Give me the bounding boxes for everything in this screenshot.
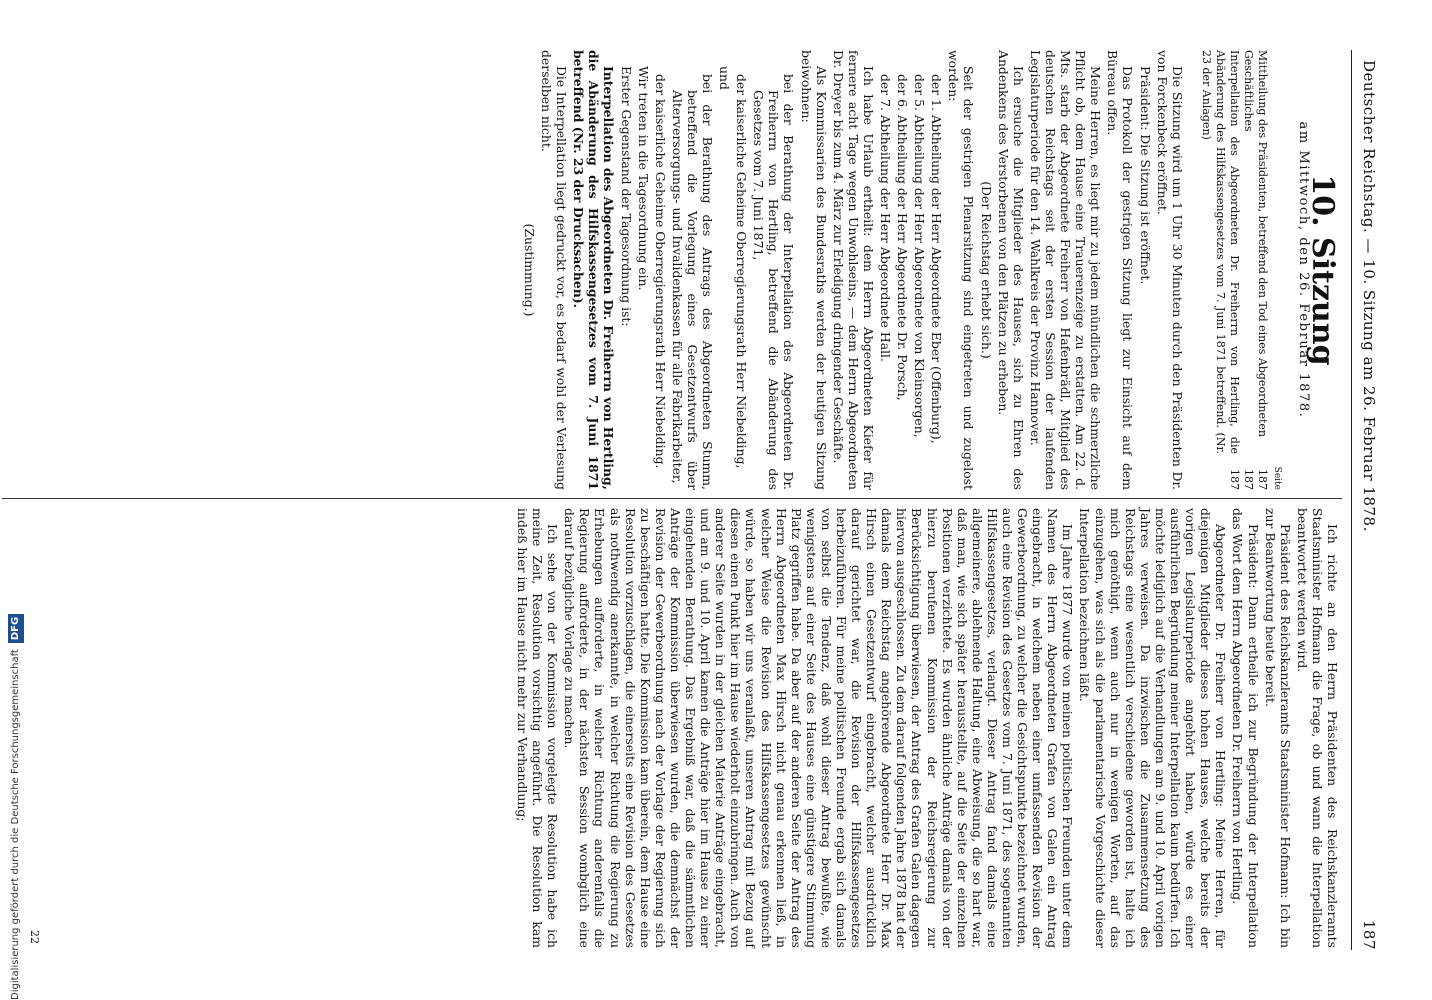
paragraph: der 7. Abtheilung der Herr Abgeordnete Hall. <box>878 74 894 362</box>
header-rule <box>1351 50 1352 950</box>
paragraph: Wir treten in die Tagesordnung ein. <box>635 66 651 291</box>
paragraph: Präsident des Reichskanzleramts Staatsminister Hofmann: Ich bin zur Beantwortung heute bereit. <box>1262 508 1293 948</box>
paragraph: Ich habe Urlaub ertheilt: dem Herrn Abgeordneten Kiefer für fernere acht Tage wegen Unwohlseins, — dem Herrn Abgeordneten Dr. Dreyer bis zum 4. März zur Erledigung dringender Geschäfte. <box>830 50 876 490</box>
toc-entry-text: Geschäftliches <box>1241 50 1255 132</box>
paragraph: Ich richte an den Herrn Präsidenten des Reichskanzleramts Staatsminister Hofmann die Frage, ob und wann die Interpellation beantwortet werden wird. <box>1294 508 1340 948</box>
dfg-logo: DFG <box>8 614 24 643</box>
toc-entry-text: Interpellation des Abgeordneten Dr. Freiherrn von Hertling, die Abänderung des Hilfskassengesetzes vom 7. Juni 1871 betreffend. (Nr. 23 der Anlagen) <box>1199 50 1241 454</box>
right-column <box>513 508 1340 948</box>
paragraph: Abgeordneter Dr. Freiherr von Hertling: Meine Herren, für diejenigen Mitglieder dieses hohen Hauses, welche bereits der vorigen Legislaturperiode angehört haben, würde es einer ausführlichen Begründung meiner Interpellation kaum bedürfen. Ich möchte lediglich auf die Verhandlungen am 9. und 10. April vorigen Jahres verweisen. Da inzwischen die Zusammensetzung des Reichstags eine wesentlich verschiedene geworden ist, halte ich mich genöthigt, wenn auch nur in wenigen Worten, auf das einzugehen, was sich als die parlamentarische Vorgeschichte dieser Interpellation bezeichnen läßt. <box>1077 508 1229 948</box>
paragraph: Meine Herren, es liegt mir zu jedem mündlichen die schmerzliche Pflicht ob, dem Hause eine Trauerenzeige zu erstatten. Am 22. d. Mts. starb der Abgeordnete Freiherr von Hafenbrädl, Mitglied des deutschen Reichstags seit der ersten Session der laufenden Legislaturperiode für den 14. Wahlkreis der Provinz Hannover. <box>1027 50 1104 490</box>
paragraph: der 6. Abtheilung der Herr Abgeordnete Dr. Porsch, <box>895 74 911 401</box>
toc-entry-page: 187 <box>1255 469 1269 490</box>
left-column <box>520 50 1340 490</box>
paragraph: und <box>717 66 733 90</box>
paragraph: der 1. Abtheilung der Herr Abgeordnete Eber (Offenburg), <box>929 74 945 444</box>
paragraph: bei der Berathung des Antrags des Abgeordneten Stumm, betreffend die Vorlegung eines Gesetzentwurfs über Alterversorgungs- und Invalidenkassen für alle Fabrikarbeiter, <box>669 74 715 490</box>
running-head <box>1360 60 1378 950</box>
paragraph: Interpellation des Abgeordneten Dr. Freiherrn von Hertling, die Abänderung des Hilfskassengesetzes vom 7. Juni 1871 betreffend (Nr. 23 der Drucksachen). <box>571 50 617 490</box>
paragraph: Als Kommissarien des Bundesraths werden der heutigen Sitzung beiwohnen: <box>798 50 829 490</box>
column-divider <box>2 498 1342 499</box>
paragraph: Die Sitzung wird um 1 Uhr 30 Minuten durch den Präsidenten Dr. von Forckenbeck eröffnet. <box>1154 50 1185 490</box>
paragraph: der kaiserliche Geheime Oberregierungsrath Herr Niebelding. <box>652 74 668 469</box>
paragraph: Die Interpellation liegt gedruckt vor, es bedarf wohl der Verlesung derselben nicht. <box>539 50 570 490</box>
paragraph: (Der Reichstag erhebt sich.) <box>978 181 994 359</box>
signature-mark: 22 <box>28 930 41 944</box>
paragraph: Erster Gegenstand der Tagesordnung ist: <box>618 66 634 327</box>
toc-seite-label: Seite <box>1271 466 1282 490</box>
table-of-contents <box>1199 50 1269 490</box>
toc-entry-page: 187 <box>1227 469 1241 490</box>
session-date: am Mittwoch, den 26. Februar 1878. <box>1295 121 1311 419</box>
paragraph: der kaiserliche Geheime Oberregierungsrath Herr Niebelding, <box>734 74 750 469</box>
paragraph: Präsident: Die Sitzung ist eröffnet. <box>1137 66 1153 285</box>
paragraph: Ich ersuche die Mitglieder des Hauses, sich zu Ehren des Andenkens des Verstorbenen von den Plätzen zu erheben. <box>995 50 1026 490</box>
toc-entry-text: Mittheilung des Präsidenten, betreffend den Tod eines Abgeordneten <box>1255 50 1269 437</box>
toc-row <box>1199 50 1241 490</box>
paragraph: Präsident: Dann ertheile ich zur Begründung der Interpellation das Wort dem Herrn Abgeordneten Dr. Freiherrn von Hertling. <box>1230 508 1261 948</box>
toc-entry-page: 187 <box>1241 469 1255 490</box>
left-text <box>522 50 1185 490</box>
paragraph: der 5. Abtheilung der Herr Abgeordnete von Kleinsorgen, <box>912 74 928 438</box>
running-head-title: Deutscher Reichstag. — 10. Sitzung am 26. Februar 1878. <box>1360 60 1378 532</box>
session-title: 10. Sitzung <box>1305 174 1340 366</box>
right-text <box>515 508 1340 948</box>
digitization-footer <box>8 0 24 1000</box>
paragraph: Seit der gestrigen Plenarsitzung sind eingetreten und zugelost worden: <box>946 50 977 490</box>
paragraph: bei der Berathung der Interpellation des Abgeordneten Dr. Freiherrn von Hertling, betreffend die Abänderung des Gesetzes vom 7. Juni 1871, <box>751 74 797 490</box>
paragraph: Das Protokoll der gestrigen Sitzung liegt zur Einsicht auf dem Büreau offen. <box>1105 50 1136 490</box>
toc-row <box>1255 50 1269 490</box>
toc-row <box>1241 50 1255 490</box>
paragraph: (Zustimmung.) <box>521 223 537 317</box>
paragraph: Ich sehe von der Kommission vorgelegte Resolution habe ich meine Zeit, Resolution vorsichtig angeführt. Die Resolution kam indeß hier im Hause nicht mehr zur Verhandlung; <box>515 508 561 948</box>
footer-text: Digitalisierung gefördert durch die Deutsche Forschungsgemeinschaft <box>10 649 21 1000</box>
paragraph: Im Jahre 1877 wurde von meinen politischen Freunden unter dem Namen des Herrn Abgeordneten Grafen von Galen ein Antrag eingebracht, in welchem neben einer umfassenden Revision der Gewerbeordnung, zu welcher die Gesichtspunkte bezeichnet wurden, auch eine Revision des Gesetzes vom 7. Juni 1871, des sogenannten Hilfskassengesetzes, verlangt. Dieser Antrag fand damals eine allgemeinere, ablehnende Haltung, eine Abweisung, die so hart war, daß man, wie sich später herausstellte, auf die Seite der einzelnen Positionen verzichtete. Es wurden ähnliche Anträge damals von der hierzu berufenen Kommission der Reichsregierung zur Berücksichtigung überwiesen, der Antrag des Grafen Galen dagegen hiervon ausgeschlossen. Zu dem darauf folgenden Jahre 1878 hat der damals dem Reichstag angehörende Abgeordnete Herr Dr. Max Hirsch einen Gesetzentwurf eingebracht, welcher ausdrücklich darauf gerichtet war, die Revision der Hilfskassengesetzes herbeizuführen. Für meine politischen Freunde ergab sich damals von selbst die Tendenz, daß wohl dieser Antrag bewußte, wie wenigstens auf einer Seite des Hauses eine günstigere Stimmung Platz gegriffen habe. Da aber auf der anderen Seite der Antrag des Herrn Abgeordneten Max Hirsch nicht genau erkennen ließ, in welcher Weise die Revision des Hilfskassengesetzes gewünscht würde, so haben wir uns veranlaßt, unseren Antrag mit Bezug auf diesen einen Punkt hier im Hause wiederholt einzubringen. Auch von anderer Seite wurden in der gleichen Materie Anträge eingebracht, und am 9. und 10. April kamen die Anträge hier im Hause zu einer eingehenden Berathung. Das Ergebniß war, daß die sämmtlichen Anträge der Kommission überwiesen wurden, die demnächst der Revision der Gewerbeordnung nach der Vorlage der Regierung sich zu beschäftigen hatte. Die Kommission kam überein, dem Hause eine Resolution vorzuschlagen, die einerseits eine Revision des Gesetzes als nothwendig anerkannte, in welcher Richtung die Regierung zu Erhebungen aufforderte, in welcher Richtung anderenfalls die Regierung aufforderte, in der nächsten Session wombglich eine darauf bezügliche Vorlage zu machen. <box>562 508 1076 948</box>
page-number: 187 <box>1360 919 1378 950</box>
